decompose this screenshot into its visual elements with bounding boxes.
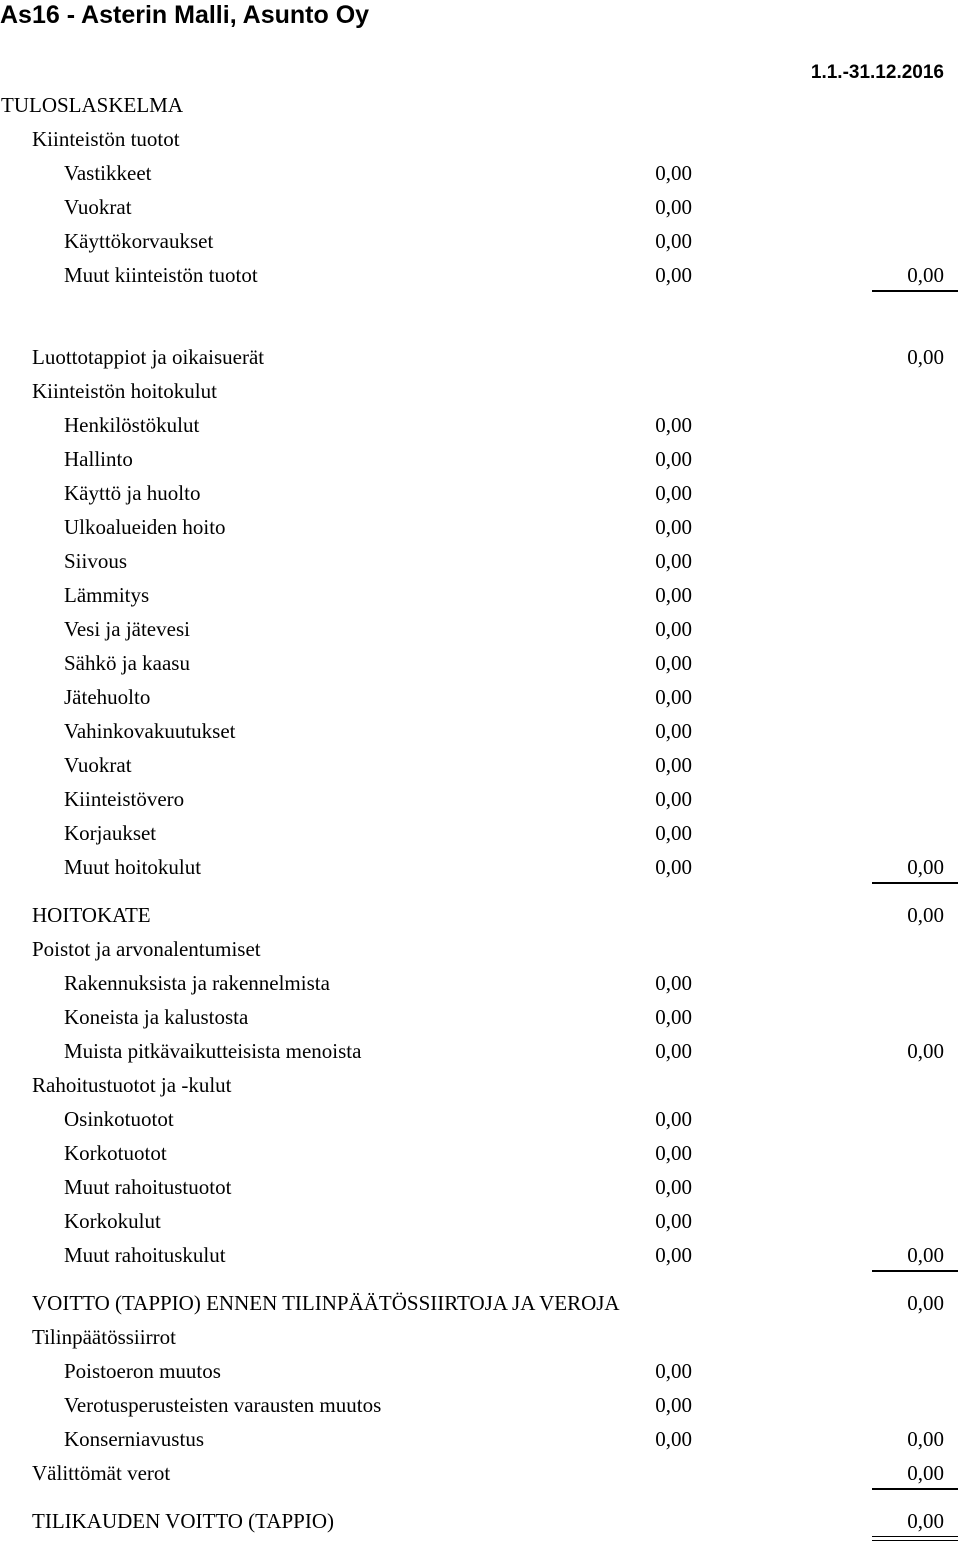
row-value-detail: 0,00 (655, 651, 692, 675)
statement-row (0, 1240, 960, 1274)
row-label: Korkotuotot (64, 1141, 167, 1165)
statement-row (0, 1424, 960, 1458)
row-label: Sähkö ja kaasu (64, 651, 190, 675)
row-label: TILIKAUDEN VOITTO (TAPPIO) (32, 1509, 334, 1533)
row-value-detail: 0,00 (655, 753, 692, 777)
row-value-detail: 0,00 (655, 195, 692, 219)
row-label: Rahoitustuotot ja -kulut (32, 1073, 232, 1097)
row-value-detail: 0,00 (655, 1359, 692, 1383)
row-value-detail: 0,00 (655, 229, 692, 253)
row-value-total: 0,00 (907, 1039, 944, 1063)
statement-row (0, 410, 960, 444)
statement-row (0, 444, 960, 478)
row-label: Kiinteistön tuotot (32, 127, 180, 151)
row-label: Tilinpäätössiirrot (32, 1325, 176, 1349)
statement-row (0, 158, 960, 192)
row-label: Poistot ja arvonalentumiset (32, 937, 261, 961)
row-value-detail: 0,00 (655, 263, 692, 287)
row-value-detail: 0,00 (655, 481, 692, 505)
row-value-detail: 0,00 (655, 719, 692, 743)
subtotal-rule (872, 1270, 958, 1272)
row-label: Muista pitkävaikutteisista menoista (64, 1039, 362, 1063)
fiscal-period: 1.1.-31.12.2016 (810, 62, 944, 83)
statement-row (0, 1206, 960, 1240)
row-label: Siivous (64, 549, 128, 573)
row-value-detail: 0,00 (655, 685, 692, 709)
row-label: Muut rahoituskulut (64, 1243, 226, 1267)
statement-row (0, 648, 960, 682)
row-label: Korjaukset (64, 821, 157, 845)
row-value-detail: 0,00 (655, 855, 692, 879)
row-label: TULOSLASKELMA (1, 93, 183, 117)
statement-row (0, 818, 960, 852)
row-value-detail: 0,00 (655, 1039, 692, 1063)
row-value-detail: 0,00 (655, 447, 692, 471)
statement-row (0, 546, 960, 580)
statement-row (0, 750, 960, 784)
row-value-detail: 0,00 (655, 515, 692, 539)
row-value-detail: 0,00 (655, 549, 692, 573)
statement-row (0, 1036, 960, 1070)
row-label: Muut rahoitustuotot (64, 1175, 232, 1199)
row-value-detail: 0,00 (655, 787, 692, 811)
row-value-detail: 0,00 (655, 583, 692, 607)
statement-row (0, 580, 960, 614)
row-label: Muut hoitokulut (64, 855, 202, 879)
row-value-detail: 0,00 (655, 1107, 692, 1131)
statement-row (0, 1172, 960, 1206)
statement-row (0, 900, 960, 934)
row-label: Henkilöstökulut (64, 413, 200, 437)
statement-row (0, 478, 960, 512)
row-value-detail: 0,00 (655, 1427, 692, 1451)
row-value-detail: 0,00 (655, 1243, 692, 1267)
row-label: Vesi ja jätevesi (64, 617, 190, 641)
statement-row (0, 716, 960, 750)
row-value-total: 0,00 (907, 855, 944, 879)
row-value-detail: 0,00 (655, 1175, 692, 1199)
statement-row (0, 934, 960, 968)
subtotal-rule (872, 290, 958, 292)
row-value-detail: 0,00 (655, 971, 692, 995)
statement-row (0, 614, 960, 648)
row-value-detail: 0,00 (655, 1005, 692, 1029)
row-label: Jätehuolto (64, 685, 151, 709)
statement-row (0, 1356, 960, 1390)
row-label: Korkokulut (64, 1209, 161, 1233)
row-value-total: 0,00 (907, 1461, 944, 1485)
statement-row (0, 1138, 960, 1172)
row-value-detail: 0,00 (655, 413, 692, 437)
statement-row (0, 260, 960, 294)
row-label: HOITOKATE (32, 903, 151, 927)
row-label: Käyttö ja huolto (64, 481, 201, 505)
statement-row (0, 1002, 960, 1036)
row-value-detail: 0,00 (655, 1209, 692, 1233)
row-value-total: 0,00 (907, 1427, 944, 1451)
statement-row (0, 682, 960, 716)
company-title: As16 - Asterin Malli, Asunto Oy (0, 1, 370, 29)
row-label: Hallinto (64, 447, 133, 471)
row-value-detail: 0,00 (655, 161, 692, 185)
statement-row (0, 1104, 960, 1138)
row-value-total: 0,00 (907, 1291, 944, 1315)
statement-row (0, 1506, 960, 1540)
statement-row (0, 1322, 960, 1356)
row-label: Verotusperusteisten varausten muutos (64, 1393, 382, 1417)
row-value-detail: 0,00 (655, 821, 692, 845)
row-value-total: 0,00 (907, 1509, 944, 1533)
row-label: Muut kiinteistön tuotot (64, 263, 258, 287)
statement-row (0, 90, 960, 124)
income-statement (0, 90, 960, 1540)
total-double-rule-upper (872, 1536, 958, 1537)
row-label: Luottotappiot ja oikaisuerät (32, 345, 265, 369)
statement-row (0, 226, 960, 260)
row-label: Kiinteistön hoitokulut (32, 379, 217, 403)
row-value-total: 0,00 (907, 903, 944, 927)
statement-row (0, 342, 960, 376)
statement-row (0, 512, 960, 546)
row-label: VOITTO (TAPPIO) ENNEN TILINPÄÄTÖSSIIRTOJA JA VEROJA (32, 1291, 620, 1315)
statement-row (0, 1070, 960, 1104)
row-label: Vuokrat (64, 753, 132, 777)
subtotal-rule (872, 1488, 958, 1490)
row-label: Vuokrat (64, 195, 132, 219)
row-label: Välittömät verot (32, 1461, 171, 1485)
statement-row (0, 124, 960, 158)
row-value-total: 0,00 (907, 263, 944, 287)
row-label: Rakennuksista ja rakennelmista (64, 971, 330, 995)
statement-row (0, 1390, 960, 1424)
statement-row (0, 376, 960, 410)
row-value-detail: 0,00 (655, 1141, 692, 1165)
row-value-total: 0,00 (907, 345, 944, 369)
total-double-rule-lower (872, 1540, 958, 1541)
row-label: Kiinteistövero (64, 787, 185, 811)
row-label: Osinkotuotot (64, 1107, 174, 1131)
row-label: Konserniavustus (64, 1427, 204, 1451)
statement-row (0, 1458, 960, 1492)
subtotal-rule (872, 882, 958, 884)
statement-row (0, 968, 960, 1002)
row-label: Lämmitys (64, 583, 150, 607)
statement-row (0, 1288, 960, 1322)
row-label: Poistoeron muutos (64, 1359, 221, 1383)
row-label: Ulkoalueiden hoito (64, 515, 226, 539)
row-label: Käyttökorvaukset (64, 229, 214, 253)
row-label: Vastikkeet (64, 161, 152, 185)
row-value-detail: 0,00 (655, 1393, 692, 1417)
statement-row (0, 192, 960, 226)
row-value-detail: 0,00 (655, 617, 692, 641)
row-value-total: 0,00 (907, 1243, 944, 1267)
row-label: Koneista ja kalustosta (64, 1005, 249, 1029)
statement-row (0, 852, 960, 886)
statement-row (0, 784, 960, 818)
row-label: Vahinkovakuutukset (64, 719, 236, 743)
